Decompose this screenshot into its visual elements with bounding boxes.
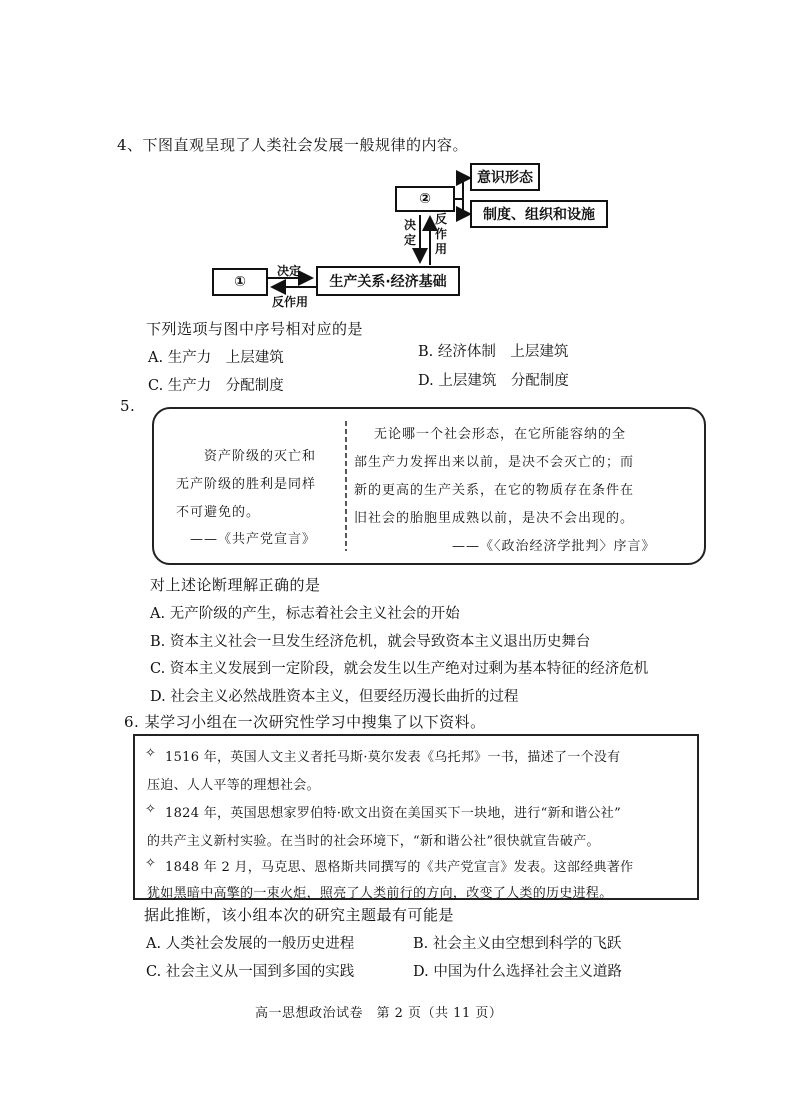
material-2-line-1: 1824 年，英国思想家罗伯特·欧文出资在美国买下一块地，进行“新和谐公社”	[165, 806, 622, 821]
label-decide-horizontal: 决定	[277, 264, 302, 278]
diagram-ideology-box: 意识形态	[470, 163, 540, 191]
material-2-line-2: 的共产主义新村实验。在当时的社会环境下，“新和谐公社”很快就宣告破产。	[147, 834, 600, 849]
q5-option-a[interactable]: A. 无产阶级的产生，标志着社会主义社会的开始	[150, 606, 460, 622]
q6-option-a[interactable]: A. 人类社会发展的一般历史进程	[146, 936, 355, 952]
left-quote-line-3: 不可避免的。	[176, 505, 261, 520]
q5-option-d[interactable]: D. 社会主义必然战胜资本主义，但要经历漫长曲折的过程	[150, 689, 519, 705]
diagram-base-box: 生产关系·经济基础	[316, 266, 460, 296]
label-react-horizontal: 反作用	[272, 295, 309, 309]
diamond-bullet-icon: ✧	[145, 856, 156, 871]
q5-quote-panel	[152, 407, 706, 565]
right-quote-source: ——《〈政治经济学批判〉序言》	[452, 539, 656, 554]
diamond-bullet-icon: ✧	[145, 802, 156, 817]
q4-option-a[interactable]: A. 生产力 上层建筑	[148, 350, 284, 366]
right-quote-line-3: 新的更高的生产关系，在它的物质存在条件在	[354, 483, 635, 498]
diagram-institutions-box: 制度、组织和设施	[470, 200, 608, 228]
q4-option-d[interactable]: D. 上层建筑 分配制度	[418, 373, 569, 389]
q5-prompt: 对上述论断理解正确的是	[150, 576, 321, 594]
q6-option-b[interactable]: B. 社会主义由空想到科学的飞跃	[413, 936, 622, 952]
q5-option-c[interactable]: C. 资本主义发展到一定阶段，就会发生以生产绝对过剩为基本特征的经济危机	[150, 661, 649, 677]
right-quote-line-1: 无论哪一个社会形态，在它所能容纳的全	[374, 427, 627, 442]
diagram-box-1: ①	[212, 268, 268, 296]
quote-divider	[344, 421, 348, 551]
left-quote-source: ——《共产党宣言》	[190, 532, 317, 547]
q5-option-b[interactable]: B. 资本主义社会一旦发生经济危机，就会导致资本主义退出历史舞台	[150, 634, 591, 650]
q6-option-d[interactable]: D. 中国为什么选择社会主义道路	[413, 964, 622, 980]
q4-prompt: 下列选项与图中序号相对应的是	[146, 320, 364, 338]
material-3-line-1: 1848 年 2 月，马克思、恩格斯共同撰写的《共产党宣言》发表。这部经典著作	[165, 860, 634, 875]
left-quote-line-2: 无产阶级的胜利是同样	[176, 477, 317, 492]
q6-prompt: 据此推断，该小组本次的研究主题最有可能是	[144, 906, 455, 924]
q6-materials-box	[133, 734, 699, 900]
q4-stem: 4、下图直观呈现了人类社会发展一般规律的内容。	[117, 136, 469, 154]
right-quote-line-4: 旧社会的胎胞里成熟以前，是决不会出现的。	[354, 511, 635, 526]
q6-stem: 6. 某学习小组在一次研究性学习中搜集了以下资料。	[124, 713, 486, 731]
left-quote-line-1: 资产阶级的灭亡和	[204, 449, 317, 464]
q4-option-b[interactable]: B. 经济体制 上层建筑	[418, 344, 569, 360]
q5-number: 5.	[120, 397, 136, 415]
diamond-bullet-icon: ✧	[145, 746, 156, 761]
material-1-line-2: 压迫、人人平等的理想社会。	[147, 778, 320, 793]
material-1-line-1: 1516 年，英国人文主义者托马斯·莫尔发表《乌托邦》一书，描述了一个没有	[165, 750, 621, 765]
label-react-vertical: 反作用	[434, 212, 447, 256]
label-decide-vertical: 决定	[403, 218, 416, 247]
diagram-box-2: ②	[395, 186, 455, 212]
material-3-line-2: 犹如黑暗中高擎的一束火炬，照亮了人类前行的方向，改变了人类的历史进程。	[147, 886, 613, 901]
q6-option-c[interactable]: C. 社会主义从一国到多国的实践	[146, 964, 355, 980]
q4-option-c[interactable]: C. 生产力 分配制度	[148, 378, 284, 394]
right-quote-line-2: 部生产力发挥出来以前，是决不会灭亡的；而	[354, 455, 635, 470]
page-footer: 高一思想政治试卷 第 2 页（共 11 页）	[255, 1006, 503, 1021]
